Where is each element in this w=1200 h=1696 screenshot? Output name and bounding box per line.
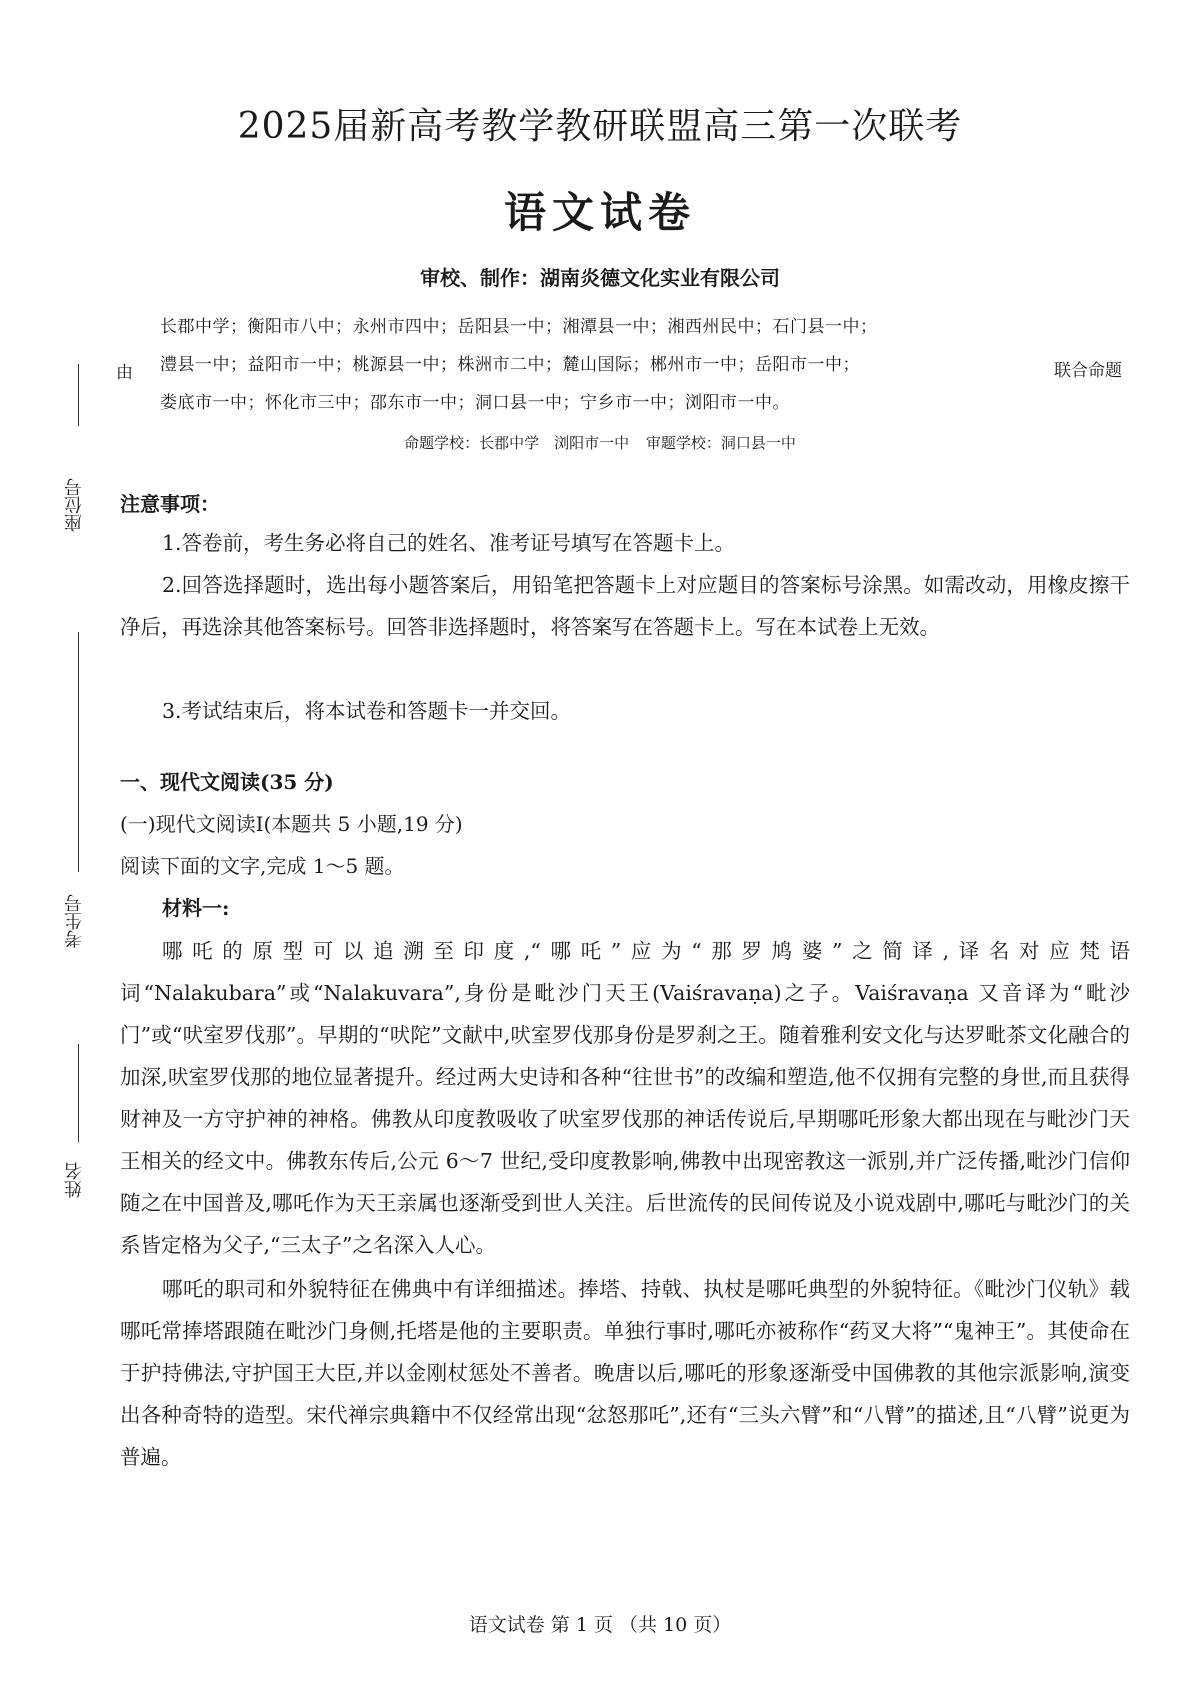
producer-line: 审校、制作：湖南炎德文化实业有限公司 bbox=[420, 266, 780, 290]
reviewer-school: 审题学校：洞口县一中 bbox=[645, 434, 796, 452]
exam-title: 2025届新高考教学教研联盟高三第一次联考 bbox=[237, 106, 963, 147]
exam-number-line bbox=[78, 632, 79, 872]
name-line bbox=[78, 1044, 79, 1142]
proposer-line bbox=[0, 432, 1200, 453]
page-footer: 语文试卷 第 1 页 （共 10 页） bbox=[468, 1614, 732, 1636]
name-label: 姓名 bbox=[64, 1162, 85, 1198]
seat-number-line bbox=[78, 364, 79, 426]
subsection-title: (一)现代文阅读Ⅰ(本题共 5 小题,19 分) bbox=[120, 812, 463, 836]
material-paragraph: 哪吒的职司和外貌特征在佛典中有详细描述。捧塔、持戟、执杖是哪吒典型的外貌特征。《毗沙门仪轨》载哪吒常捧塔跟随在毗沙门身侧,托塔是他的主要职责。单独行事时,哪吒亦被称作“药叉大将”“鬼神王”。其使命在于护持佛法,守护国王大臣,并以金刚杖惩处不善者。晚唐以后,哪吒的形象逐渐受中国佛教的其他宗派影响,演变出各种奇特的造型。宋代禅宗典籍中不仅经常出现“忿怒那吒”,还有“三头六臂”和“八臂”的描述,且“八臂”说更为普遍。 bbox=[120, 1277, 1130, 1469]
material-paragraph: 哪吒的原型可以追溯至印度,“哪吒”应为“那罗鸠婆”之简译,译名对应梵语词“Nalakubara”或“Nalakuvara”,身份是毗沙门天王(Vaiśravaṇa)之子。Vaiśravaṇa 又音译为“毗沙门”或“吠室罗伐那”。早期的“吠陀”文献中,吠室罗伐那身份是罗刹之王。随着雅利安文化与达罗毗茶文化融合的加深,吠室罗伐那的地位显著提升。经过两大史诗和各种“往世书”的改编和塑造,他不仅拥有完整的身世,而且获得财神及一方守护神的神格。佛教从印度教吸收了吠室罗伐那的神话传说后,早期哪吒形象大都出现在与毗沙门天王相关的经文中。佛教东传后,公元 6～7 世纪,受印度教影响,佛教中出现密教这一派别,并广泛传播,毗沙门信仰随之在中国普及,哪吒作为天王亲属也逐渐受到世人关注。后世流传的民间传说及小说戏剧中,哪吒与毗沙门的关系皆定格为父子,“三太子”之名深入人心。 bbox=[120, 939, 1130, 1257]
school-list-line: 澧县一中；益阳市一中；桃源县一中；株洲市二中；麓山国际；郴州市一中；岳阳市一中； bbox=[160, 355, 860, 375]
seat-number-label: 座位号 bbox=[64, 478, 85, 532]
notice-item: 3.考试结束后，将本试卷和答题卡一并交回。 bbox=[162, 699, 572, 723]
section-title: 一、现代文阅读(35 分) bbox=[120, 770, 334, 794]
joint-proposition-label: 联合命题 bbox=[1054, 361, 1122, 381]
reading-instruction: 阅读下面的文字,完成 1～5 题。 bbox=[120, 854, 405, 878]
notice-item: 2.回答选择题时，选出每小题答案后，用铅笔把答题卡上对应题目的答案标号涂黑。如需改动，用橡皮擦干净后，再选涂其他答案标号。回答非选择题时，将答案写在答题卡上。写在本试卷上无效。 bbox=[120, 573, 1130, 639]
notice-title: 注意事项： bbox=[120, 492, 220, 516]
proposer-schools: 命题学校：长郡中学 浏阳市一中 bbox=[404, 434, 630, 452]
by-label: 由 bbox=[116, 363, 133, 383]
notice-item: 1.答卷前，考生务必将自己的姓名、准考证号填写在答题卡上。 bbox=[162, 531, 736, 555]
school-list-line: 长郡中学；衡阳市八中；永州市四中；岳阳县一中；湘潭县一中；湘西州民中；石门县一中； bbox=[160, 317, 878, 337]
subject-title: 语文试卷 bbox=[503, 188, 696, 237]
material-title: 材料一: bbox=[162, 896, 230, 920]
exam-number-label: 考生号 bbox=[64, 894, 85, 948]
school-list-line: 娄底市一中；怀化市三中；邵东市一中；洞口县一中；宁乡市一中；浏阳市一中。 bbox=[160, 393, 790, 413]
